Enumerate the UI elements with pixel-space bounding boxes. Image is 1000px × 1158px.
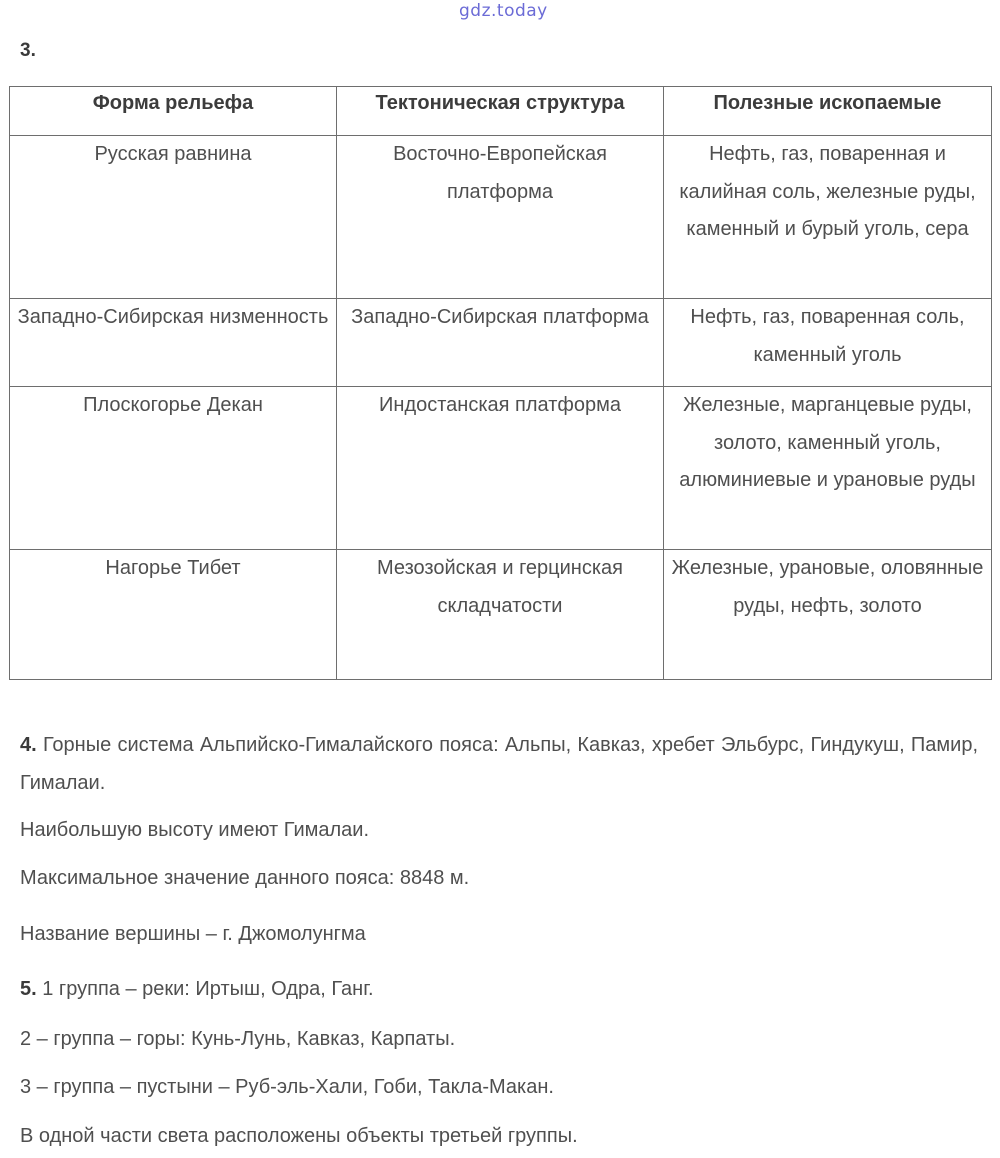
group-1-text: 1 группа – реки: Иртыш, Одра, Ганг. [42, 978, 374, 1000]
task-number-5: 5. [20, 978, 37, 1000]
table-cell: Русская равнина [10, 136, 337, 299]
table-cell: Западно-Сибирская низменность [10, 299, 337, 387]
table-cell: Нефть, газ, поваренная соль, каменный уголь [664, 299, 992, 387]
task-5-paragraph [20, 970, 978, 1008]
group-3-text: 3 – группа – пустыни – Руб-эль-Хали, Гоби, Такла-Макан. [20, 1076, 554, 1098]
table-row [10, 299, 992, 387]
peak-name-text: Название вершины – г. Джомолунгма [20, 923, 366, 945]
table-cell: Железные, марганцевые руды, золото, каменный уголь, алюминиевые и урановые руды [664, 387, 992, 550]
task-number-3: 3. [20, 40, 36, 61]
table-cell: Плоскогорье Декан [10, 387, 337, 550]
task-number-4: 4. [20, 734, 37, 756]
max-value-text: Максимальное значение данного пояса: 8848 м. [20, 867, 470, 889]
table-header-row [10, 87, 992, 136]
table-row [10, 387, 992, 550]
watermark: gdz.today [459, 1, 548, 21]
highest-system-text: Наибольшую высоту имеют Гималаи. [20, 819, 370, 841]
task-4-paragraph [20, 726, 978, 802]
header-relief-form: Форма рельефа [10, 87, 337, 136]
table-cell: Нефть, газ, поваренная и калийная соль, железные руды, каменный и бурый уголь, сера [664, 136, 992, 299]
table-cell: Западно-Сибирская платформа [337, 299, 664, 387]
table-row [10, 136, 992, 299]
header-tectonic-structure: Тектоническая структура [337, 87, 664, 136]
table-cell: Индостанская платформа [337, 387, 664, 550]
table-cell: Железные, урановые, оловянные руды, нефть, золото [664, 550, 992, 680]
relief-table [9, 86, 992, 680]
header-minerals: Полезные ископаемые [664, 87, 992, 136]
group-2-text: 2 – группа – горы: Кунь-Лунь, Кавказ, Карпаты. [20, 1028, 456, 1050]
table-cell: Нагорье Тибет [10, 550, 337, 680]
task-4-text: Горные система Альпийско-Гималайского пояса: Альпы, Кавказ, хребет Эльбурс, Гиндукуш, Памир, Гималаи. [20, 734, 978, 794]
table-cell: Мезозойская и герцинская складчатости [337, 550, 664, 680]
table-cell: Восточно-Европейская платформа [337, 136, 664, 299]
conclusion-text: В одной части света расположены объекты третьей группы. [20, 1125, 578, 1147]
table-row [10, 550, 992, 680]
